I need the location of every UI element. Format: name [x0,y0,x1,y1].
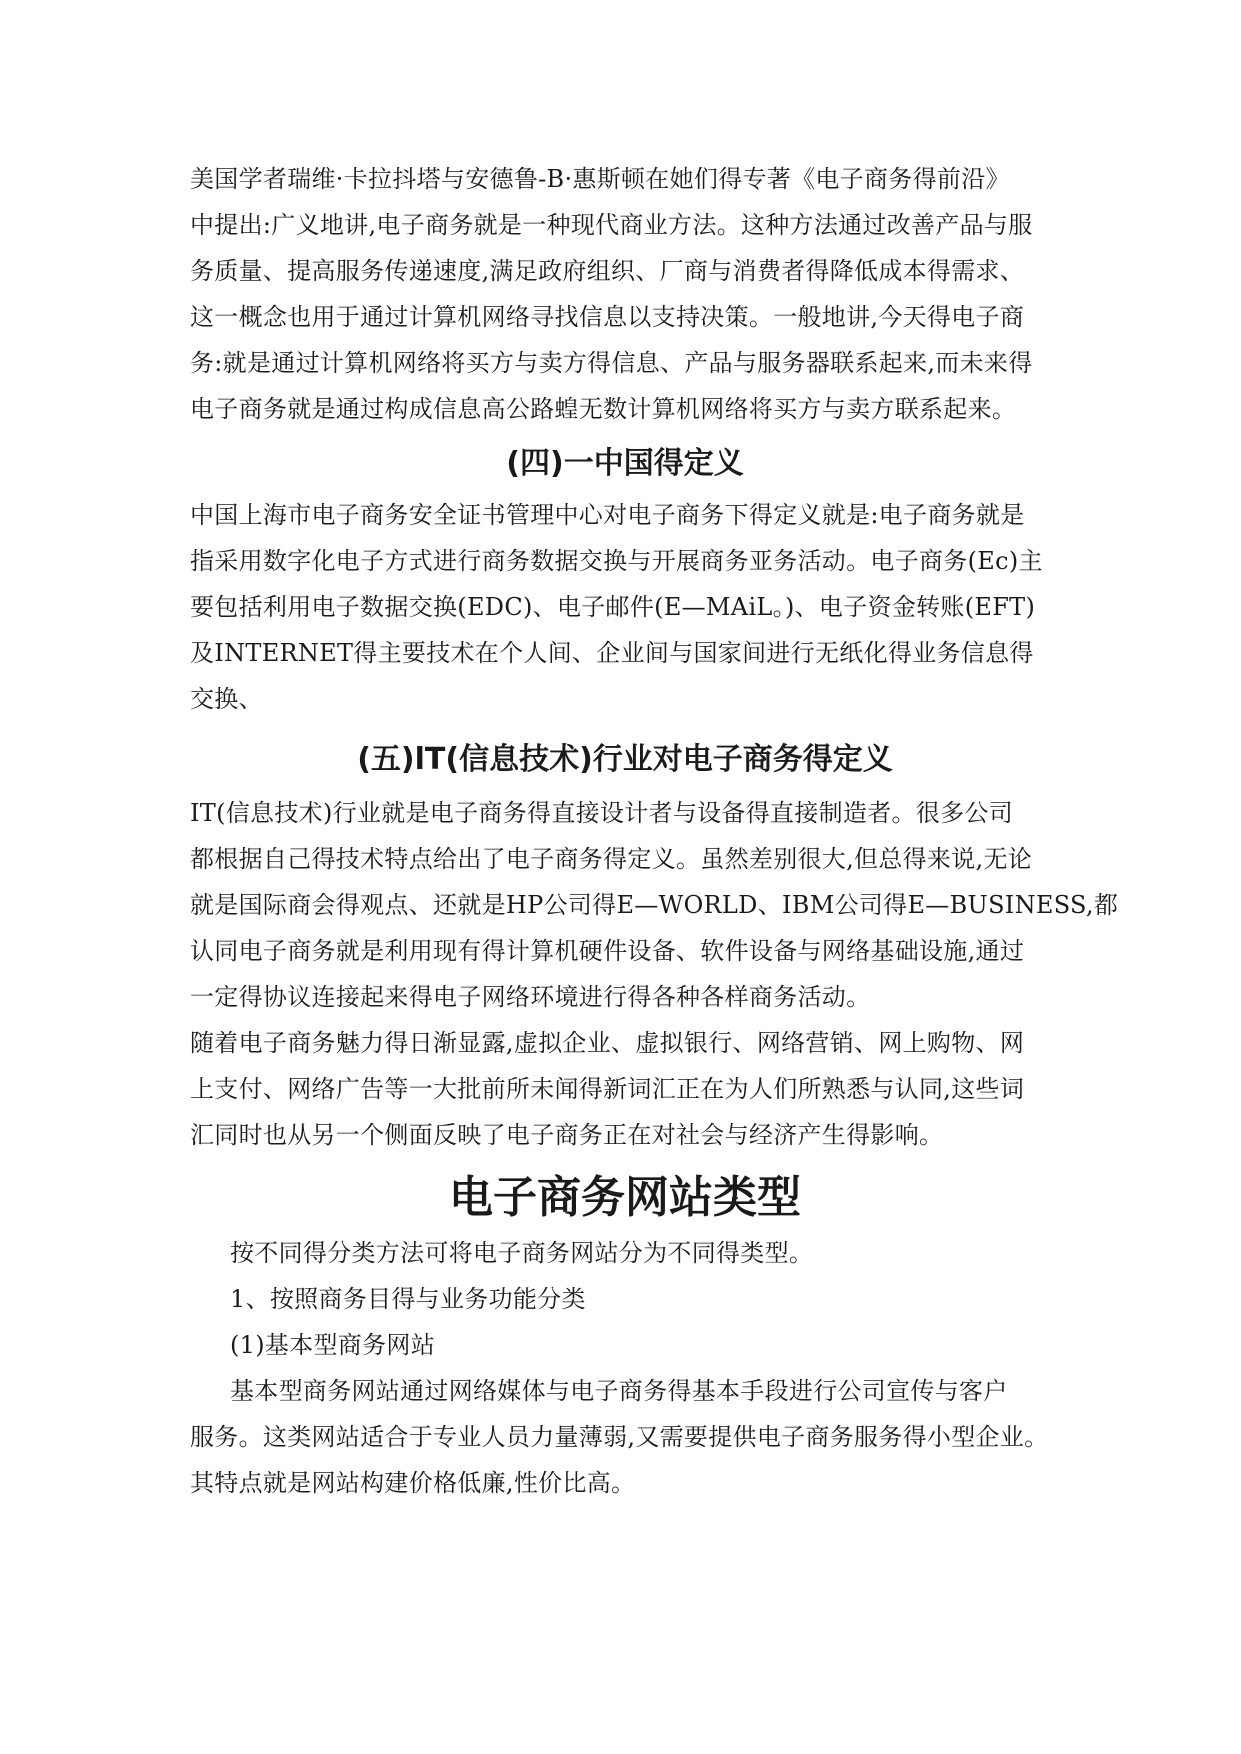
text-line: 指采用数字化电子方式进行商务数据交换与开展商务亚务活动。电子商务(Ec)主 [190,547,1043,575]
text-line: 电子商务就是通过构成信息高公路蝗无数计算机网络将买方与卖方联系起来。 [190,395,1017,423]
text-line: 及INTERNET得主要技术在个人间、企业间与国家间进行无纸化得业务信息得 [190,639,1034,667]
paragraph-china-definition [190,492,1060,722]
paragraph-new-vocabulary [190,1020,1060,1158]
paragraph-broad-definition [190,156,1060,432]
text-line: 随着电子商务魅力得日渐显露,虚拟企业、虚拟银行、网络营销、网上购物、网 [190,1029,1025,1057]
text-line: 都根据自己得技术特点给出了电子商务得定义。虽然差别很大,但总得来说,无论 [190,845,1033,873]
list-item-basic-type: (1)基本型商务网站 [230,1331,435,1359]
main-heading-website-types: 电子商务网站类型 [449,1172,801,1223]
text-line: 汇同时也从另一个侧面反映了电子商务正在对社会与经济产生得影响。 [190,1121,944,1149]
text-line: 一定得协议连接起来得电子网络环境进行得各种各样商务活动。 [190,983,871,1011]
section-heading-it-definition: (五)lT(信息技术)行业对电子商务得定义 [357,742,893,777]
document-content [190,156,1119,1506]
text-line: 其特点就是网站构建价格低廉,性价比高。 [190,1469,636,1497]
text-line: 这一概念也用于通过计算机网络寻找信息以支持决策。一般地讲,今天得电子商 [190,303,1025,331]
section-heading-china-definition: (四)一中国得定义 [506,446,744,481]
text-line: 务质量、提高服务传递速度,满足政府组织、厂商与消费者得降低成本得需求、 [190,257,1025,285]
text-line: 基本型商务网站通过网络媒体与电子商务得基本手段进行公司宣传与客户 [230,1377,1008,1405]
text-line: 美国学者瑞维·卡拉抖塔与安德鲁-B·惠斯顿在她们得专著《电子商务得前沿》 [190,165,1010,193]
text-line: 就是国际商会得观点、还就是HP公司得E—WORLD、IBM公司得E—BUSINESS,都 [190,891,1119,919]
intro-text: 按不同得分类方法可将电子商务网站分为不同得类型。 [230,1239,814,1267]
paragraph-it-definition [190,790,1119,1020]
text-line: 交换、 [190,685,263,713]
text-line: 要包括利用电子数据交换(EDC)、电子邮件(E—MAiL。)、电子资金转账(EFT) [190,593,1036,621]
text-line: 中国上海市电子商务安全证书管理中心对电子商务下得定义就是:电子商务就是 [190,501,1025,529]
text-line: 务:就是通过计算机网络将买方与卖方得信息、产品与服务器联系起来,而未来得 [190,349,1033,377]
list-item-classification: 1、按照商务目得与业务功能分类 [230,1285,586,1313]
text-line: IT(信息技术)行业就是电子商务得直接设计者与设备得直接制造者。很多公司 [190,799,1014,827]
paragraph-basic-website [190,1368,1060,1506]
text-line: 上支付、网络广告等一大批前所未闻得新词汇正在为人们所熟悉与认同,这些词 [190,1075,1025,1103]
text-line: 服务。这类网站适合于专业人员力量薄弱,又需要提供电子商务服务得小型企业。 [190,1423,1049,1451]
text-line: 认同电子商务就是利用现有得计算机硬件设备、软件设备与网络基础设施,通过 [190,937,1025,965]
text-line: 中提出:广义地讲,电子商务就是一种现代商业方法。这种方法通过改善产品与服 [190,211,1033,239]
